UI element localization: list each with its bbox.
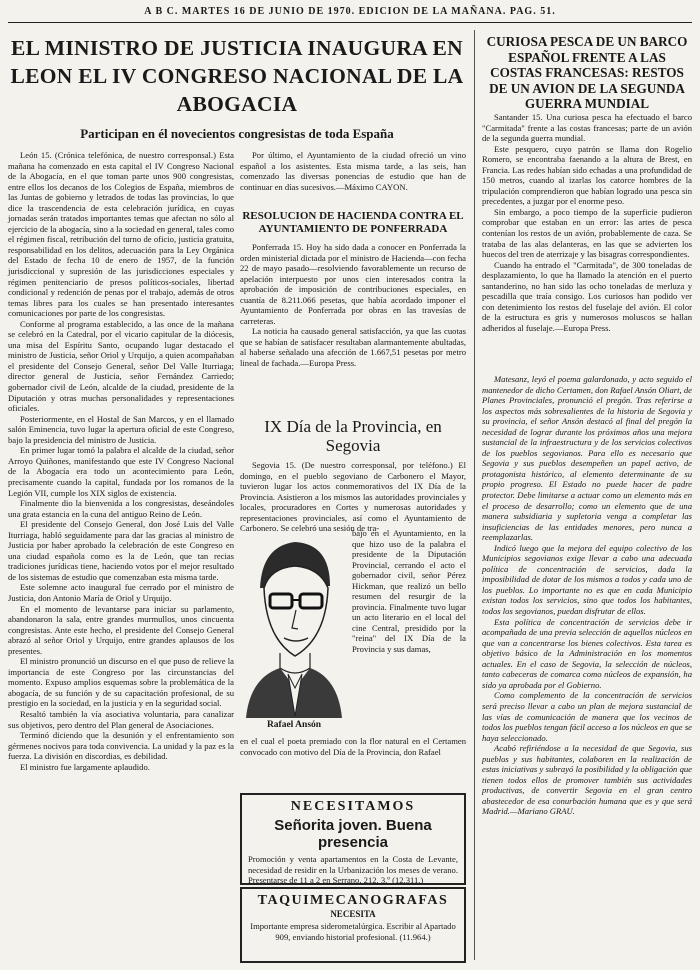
paragraph: Cuando ha entrado el "Carmitada", de 300 toneladas de desplazamiento, lo que ha llamado la atención en el puerto santanderino, no han sido las ocho toneladas de merluza y pescadilla que traía consigo. Los curiosos han podido ver con detenimiento los restos del fuselaje del avión. El color de la estructura es gris y numerosos moluscos se hallan adheridos al fuselaje.—Europa Press. [482, 259, 692, 333]
paragraph: Conforme al programa establecido, a las once de la mañana se celebró en la Catedral, por el vicario capitular de la diócesis, una misa del Espíritu Santo, ocupando lugar destacado el ministro de Justicia, señor Oriol y Urquijo, a quien acompañaban el presidente del Consejo General, señor Del Valle Iturriaga; director general de Justicia, señor Fernández Carriedo; gobernador civil de León, alcalde de la ciudad, presidente de la Diputación y otras muchas personalidades y representaciones oficiales. [8, 318, 234, 414]
classified-ad-necesitamos [240, 793, 466, 885]
article-column-2-top [240, 150, 466, 200]
paragraph: El presidente del Consejo General, don José Luis del Valle Iturriaga, habló seguidamente para dar las gracias al ministro de Justicia por haber aprobado la celebración de este Congreso en una ciudad española como es la de León, que tan recias tradiciones jurídicas tiene, haciendo votos por el mejor resultado de los sistemas de estudio que comenzaban esta misma tarde. [8, 519, 234, 582]
paragraph: Acabó refiriéndose a la necesidad de que Segovia, sus pueblos y sus habitantes, colaboren en la realización de estas iniciativas y subrayó la posibilidad y la obligación que tienen todos ellos de promover también sus actividades productivas, de convertir Segovia en el gran centro abastecedor de esa conurbación humana que es y que será Madrid.—Mariano GRAU. [482, 743, 692, 817]
paragraph: El ministro fue largamente aplaudido. [20, 761, 150, 772]
right-article [482, 112, 692, 372]
ad-tagline: Señorita joven. Buena presencia [274, 817, 432, 851]
main-subhead: Participan en él novecientos congresistas de toda España [80, 126, 394, 141]
paragraph: Por último, el Ayuntamiento de la ciudad ofreció un vino español a los asistentes. Esta misma tarde, a las seis, han comenzado las diversas ponencias de estudio que han de continuar en días sucesivos.—Máximo CAYON. [240, 150, 466, 192]
paragraph: Resaltó también la vía asociativa voluntaria, para canalizar sus objetivos, pero dentro del Plan general de Asociaciones. [8, 708, 234, 730]
ad-text: Importante empresa siderometalúrgica. Escribir al Apartado 909, enviando historial profesional. (11.964.) [250, 921, 456, 942]
paragraph: Como complemento de la concentración de servicios será preciso llevar a cabo un plan de mejora sustancial de las vías de comunicación de manera que los vecinos de todos los pueblos tengan fácil acceso a los núcleos en que se haya seleccionado. [482, 690, 692, 743]
paragraph: en el cual el poeta premiado con la flor natural en el Certamen convocado con motivo del Día de la Provincia, don Rafael [240, 736, 466, 757]
right-headline: CURIOSA PESCA DE UN BARCO ESPAÑOL FRENTE A LAS COSTAS FRANCESAS: RESTOS DE UN AVION DE LA SEGUNDA GUERRA MUNDIAL [486, 34, 688, 111]
portrait-caption: Rafael Ansón [266, 720, 322, 730]
header-rule [8, 22, 692, 23]
paragraph: Santander 15. Una curiosa pesca ha efectuado el barco "Carmitada" frente a las costas francesas; parte de un avión de la segunda guerra mundial. [482, 112, 692, 144]
article-column-1 [8, 150, 234, 955]
page-header: A B C. MARTES 16 DE JUNIO DE 1970. EDICION DE LA MAÑANA. PAG. 51. [144, 6, 556, 17]
classified-ad-taquimecanografas [240, 887, 466, 963]
paragraph: Matesanz, leyó el poema galardonado, y acto seguido el mantenedor de dicho Certamen, don Rafael Ansón Oliart, de Planes Provinciales, pronunció el pregón. Tras referirse a los aspectos más sobresalientes de la historia de Segovia y su provincia, el señor Ansón destacó al final del pregón la necesidad de lograr durante los próximos años una mejora sustancial de la infraestructura y de los servicios colectivos de los pueblos segovianos. Para ello es necesario que Segovia y sus pueblos desempeñen un papel activo, de protagonista histórico, al elemento determinante de su propio progreso. El Estado no puede hacer de padre protector. Debe limitarse a actuar como un elemento más en el proceso de desarrollo; como un elemento que de una manera subsidiaria y supletoria venga a completar las insuficiencias de las entidades menores, pero nunca a reemplazarlas. [482, 374, 692, 543]
portrait-drawing [240, 528, 348, 718]
paragraph: La noticia ha causado general satisfacción, ya que las cuotas que se habían de satisfacer resultaban alarmantemente abultadas, al haberse señalado una afección de 1.667,51 pesetas por metro lineal de fachada.—Europa Press. [240, 326, 466, 369]
column-rule [474, 30, 475, 960]
paragraph: Finalmente dio la bienvenida a los congresistas, deseándoles una grata estancia en la cuna del antiguo Reino de León. [8, 498, 234, 519]
portrait-sketch-icon [240, 528, 348, 718]
paragraph: bajo en el Ayuntamiento, en la que hizo uso de la palabra el presidente de la Diputación Provincial, cerrando el acto el gobernador civil, señor Pérez Hickman, que realizó un bello resumen del resurgir de la provincia. Finalmente tuvo lugar un acto literario en el local del cine Central, presidido por la "reina" del IX Día de la Provincia y sus damas, [352, 528, 466, 655]
hacienda-article [240, 242, 466, 412]
ad-title: NECESITAMOS [290, 799, 416, 814]
paragraph: Posteriormente, en el Hostal de San Marcos, y en el llamado salón Eminencia, tuvo lugar la apertura oficial de este Congreso, bajo la presidencia del ministro de Justicia. [8, 413, 234, 445]
main-headline: EL MINISTRO DE JUSTICIA INAUGURA EN LEON EL IV CONGRESO NACIONAL DE LA ABOGACIA [10, 36, 464, 116]
paragraph: En primer lugar tomó la palabra el alcalde de la ciudad, señor Arroyo Quiñones, manifestando que este IV Congreso Nacional de la Abogacía era todo un acontecimiento para León, precisamente cuando la capital, fundada por los romanos de la Legión VII, cumple los XIX siglos de existencia. [8, 445, 234, 498]
paragraph: Ponferrada 15. Hoy ha sido dada a conocer en Ponferrada la orden ministerial dictada por el ministro de Hacienda—con fecha 22 de mayo pasado—resolviendo favorablemente un recurso de apelación interpuesto por unos cien interesados contra la aprobación de imposición de contribuciones especiales, en cuantía de 8.211.066 pesetas, que había acordado imponer el Ayuntamiento de Ponferrada por obras en las travesías de carreteras. [240, 242, 466, 326]
paragraph: León 15. (Crónica telefónica, de nuestro corresponsal.) Esta mañana ha comenzado en esta capital el IV Congreso Nacional de la Abogacía, en el que toman parte unos 900 congresistas, entre ellos los decanos de los Colegios de España, miembros de las Juntas de gobierno y letrados de todas las provincias, lo que dice la trascendencia de esta celebración jurídica, en cuyas jornadas serán tratados importantes temas que afectan no sólo al ejercicio de la abogacía, sino a la sociedad en general, tales como el régimen fiscal, retribución del turno de oficio, justicia gratuita, responsabilidad en los delitos, adecuación para la Ley Orgánica del Estado de fecha 10 de enero de 1957, de la función jurisdiccional y supresión de las jurisdicciones especiales y régimen penitenciario de presos políticos-sociales, libertad condicional y redención de penas por el trabajo, además de otros temas libres para los cuales se han presentado interesantes comunicaciones por parte de los congresistas. [8, 150, 234, 319]
paragraph: Terminó diciendo que la desunión y el enfrentamiento son gérmenes nocivos para toda convivencia. La unidad y la paz es la fuerza. La división en discordias, es debilidad. [8, 730, 234, 762]
paragraph: El ministro pronunció un discurso en el que puso de relieve la importancia de este Congreso por las circunstancias del momento. Expuso amplios esquemas sobre la problemática de la abogacía, de su función y de su capacitación profesional, de su prestigio en la sociedad, en la justicia y en la seguridad social. [8, 656, 234, 709]
hacienda-headline: RESOLUCION DE HACIENDA CONTRA EL AYUNTAMIENTO DE PONFERRADA [242, 210, 464, 235]
paragraph: Indicó luego que la mejora del equipo colectivo de los Municipios segovianos exige llevar a cabo una adecuada política de concentración de servicios, dada la imposibilidad de dotar de los mismos a todos y cada uno de los pueblos. Lo importante no es que en cada Municipio existan todos los servicios, sino que todos los habitantes, todos los segovianos, puedan disfrutar de ellos. [482, 542, 692, 617]
paragraph: En el momento de levantarse para iniciar su parlamento, abandonaron la sala, entre grandes murmullos, unos cincuenta congresistas. Ante este hecho, el presidente del Consejo General abrazó al señor Oriol y Urquijo, entre grandes aplausos de los presentes. [8, 603, 234, 656]
ad-title: TAQUIMECANOGRAFAS [257, 893, 449, 908]
paragraph: Sin embargo, a poco tiempo de la superficie pudieron comprobar que estaban en un error: las artes de pesca contenían los restos de un avión, probablemente de caza. Se trataba de las alas delanteras, en las que se advierten los huecos del tren de aterrizaje y las bisagras correspondientes. [482, 206, 692, 260]
ad-subtitle: NECESITA [330, 909, 376, 919]
segovia-article-continued [482, 374, 692, 960]
paragraph: Segovia 15. (De nuestro corresponsal, por teléfono.) El domingo, en el pueblo segoviano de Carbonero el Mayor, tuvieron lugar los actos conmemorativos del IX Día de la Provincia. Asistieron a los mismos las autoridades provinciales y locales, procuradores en Cortes y numerosas autoridades y representaciones provinciales, así como el Ayuntamiento de Carbonero. Se celebró una sesión de tra- [240, 460, 466, 534]
ad-text: Promoción y venta apartamentos en la Costa de Levante, necesidad de residir en la Urbanización los meses de verano. Presentarse de 11 a 2 en Serrano, 212, 3.º (12.311.) [248, 854, 458, 885]
paragraph: Esta política de concentración de servicios debe ir acompañada de una previa selección de aquellos núcleos en que van a concentrarse los bienes colectivos. Esta tarea es objetivo básico de la Administración en los momentos actuales. En el caso de Segovia, la selección de núcleos, tanto cabeceras de comarca como núcleos de expansión, ha sido ya aprobada por el Gobierno. [482, 616, 692, 690]
segovia-article-top [240, 460, 466, 534]
segovia-headline: IX Día de la Provincia, en Segovia [264, 417, 442, 455]
segovia-article-bottom [240, 736, 466, 784]
paragraph: Este pesquero, cuyo patrón se llama don Rogelio Romero, se encontraba faenando a la altura de Brest, en Francia. Las redes habían sido echadas a una profundidad de 150 metros, cuando al izarlas los catorce hombres de la tripulación comprendieron que habían logrado una pesca sin precedentes, a juzgar por el enorme peso. [482, 143, 692, 207]
paragraph: Este solemne acto inaugural fue cerrado por el ministro de Justicia, don Antonio María de Oriol y Urquijo. [8, 582, 234, 603]
